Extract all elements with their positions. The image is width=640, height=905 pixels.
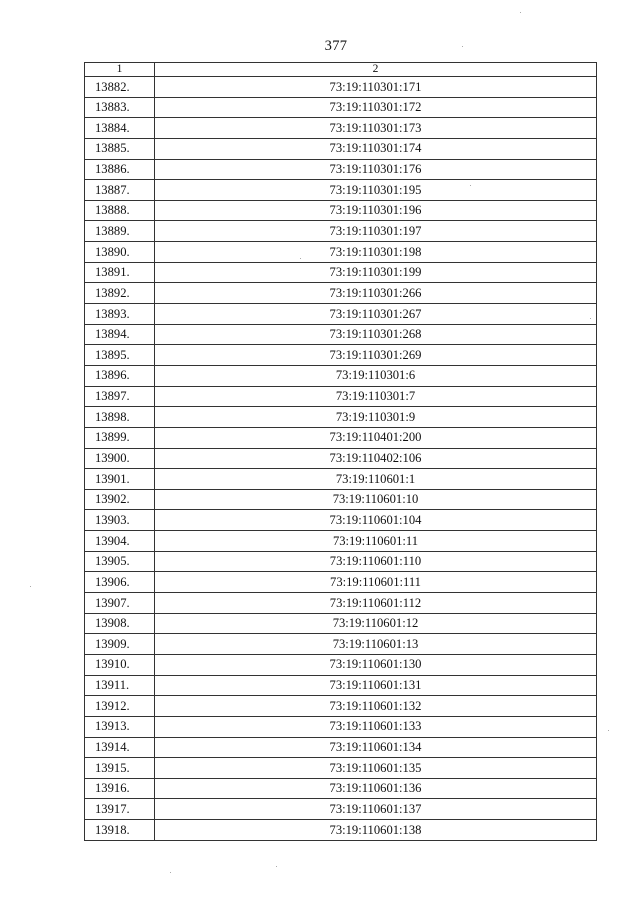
- row-number: 13894.: [85, 324, 155, 345]
- row-number: 13903.: [85, 510, 155, 531]
- cadastral-number: 73:19:110301:197: [155, 221, 597, 242]
- row-number: 13916.: [85, 778, 155, 799]
- cadastral-number: 73:19:110601:112: [155, 593, 597, 614]
- cadastral-number: 73:19:110301:266: [155, 283, 597, 304]
- cadastral-number: 73:19:110301:6: [155, 365, 597, 386]
- table-row: [85, 510, 597, 531]
- row-number: 13907.: [85, 593, 155, 614]
- row-number: 13899.: [85, 427, 155, 448]
- row-number: 13887.: [85, 180, 155, 201]
- cadastral-number: 73:19:110601:110: [155, 551, 597, 572]
- row-number: 13910.: [85, 654, 155, 675]
- cadastral-number: 73:19:110601:13: [155, 634, 597, 655]
- scan-speck: [276, 866, 277, 867]
- table-row: [85, 138, 597, 159]
- row-number: 13891.: [85, 262, 155, 283]
- cadastral-number: 73:19:110601:111: [155, 572, 597, 593]
- row-number: 13904.: [85, 531, 155, 552]
- table-row: [85, 716, 597, 737]
- scan-speck: [462, 46, 463, 47]
- scan-speck: [170, 872, 171, 873]
- table-row: [85, 427, 597, 448]
- row-number: 13884.: [85, 118, 155, 139]
- row-number: 13915.: [85, 758, 155, 779]
- cadastral-number: 73:19:110301:267: [155, 304, 597, 325]
- row-number: 13900.: [85, 448, 155, 469]
- table-row: [85, 242, 597, 263]
- scan-speck: [590, 318, 591, 319]
- cadastral-number: 73:19:110601:136: [155, 778, 597, 799]
- table-row: [85, 799, 597, 820]
- table-row: [85, 654, 597, 675]
- column-header-1: 1: [85, 63, 155, 77]
- row-number: 13917.: [85, 799, 155, 820]
- cadastral-number: 73:19:110301:9: [155, 407, 597, 428]
- table-row: [85, 159, 597, 180]
- table-header-row: [85, 63, 597, 77]
- cadastral-number: 73:19:110301:199: [155, 262, 597, 283]
- cadastral-number: 73:19:110601:138: [155, 820, 597, 841]
- table-row: [85, 593, 597, 614]
- table-row: [85, 97, 597, 118]
- row-number: 13886.: [85, 159, 155, 180]
- cadastral-number: 73:19:110301:173: [155, 118, 597, 139]
- table-row: [85, 820, 597, 841]
- row-number: 13892.: [85, 283, 155, 304]
- cadastral-number: 73:19:110601:104: [155, 510, 597, 531]
- cadastral-number: 73:19:110301:176: [155, 159, 597, 180]
- table-row: [85, 200, 597, 221]
- table-row: [85, 262, 597, 283]
- row-number: 13885.: [85, 138, 155, 159]
- cadastral-number: 73:19:110301:268: [155, 324, 597, 345]
- row-number: 13911.: [85, 675, 155, 696]
- row-number: 13883.: [85, 97, 155, 118]
- row-number: 13895.: [85, 345, 155, 366]
- table-row: [85, 77, 597, 98]
- table-row: [85, 345, 597, 366]
- table-row: [85, 634, 597, 655]
- table-row: [85, 531, 597, 552]
- cadastral-number: 73:19:110601:133: [155, 716, 597, 737]
- cadastral-number: 73:19:110401:200: [155, 427, 597, 448]
- cadastral-number: 73:19:110601:1: [155, 469, 597, 490]
- row-number: 13912.: [85, 696, 155, 717]
- row-number: 13908.: [85, 613, 155, 634]
- cadastral-number: 73:19:110301:198: [155, 242, 597, 263]
- cadastral-number: 73:19:110301:171: [155, 77, 597, 98]
- scan-speck: [300, 258, 301, 259]
- cadastral-number: 73:19:110601:132: [155, 696, 597, 717]
- scan-speck: [608, 730, 609, 731]
- row-number: 13889.: [85, 221, 155, 242]
- cadastral-number: 73:19:110301:269: [155, 345, 597, 366]
- cadastral-number: 73:19:110301:172: [155, 97, 597, 118]
- table-row: [85, 448, 597, 469]
- table-row: [85, 304, 597, 325]
- table-row: [85, 696, 597, 717]
- cadastral-number: 73:19:110301:195: [155, 180, 597, 201]
- table-row: [85, 118, 597, 139]
- scan-speck: [470, 185, 471, 186]
- table-row: [85, 283, 597, 304]
- table-row: [85, 778, 597, 799]
- table-row: [85, 221, 597, 242]
- table-row: [85, 324, 597, 345]
- row-number: 13893.: [85, 304, 155, 325]
- row-number: 13906.: [85, 572, 155, 593]
- cadastral-number: 73:19:110601:12: [155, 613, 597, 634]
- cadastral-number: 73:19:110402:106: [155, 448, 597, 469]
- cadastral-number: 73:19:110301:174: [155, 138, 597, 159]
- row-number: 13902.: [85, 489, 155, 510]
- cadastral-number: 73:19:110601:130: [155, 654, 597, 675]
- cadastral-number: 73:19:110601:135: [155, 758, 597, 779]
- row-number: 13909.: [85, 634, 155, 655]
- scan-speck: [30, 586, 31, 587]
- cadastral-number: 73:19:110301:7: [155, 386, 597, 407]
- page-number: 377: [324, 38, 348, 54]
- row-number: 13918.: [85, 820, 155, 841]
- row-number: 13897.: [85, 386, 155, 407]
- table-body: [85, 77, 597, 841]
- table-row: [85, 737, 597, 758]
- table-row: [85, 551, 597, 572]
- table-row: [85, 675, 597, 696]
- table-row: [85, 613, 597, 634]
- row-number: 13890.: [85, 242, 155, 263]
- table-row: [85, 469, 597, 490]
- row-number: 13898.: [85, 407, 155, 428]
- table-row: [85, 386, 597, 407]
- cadastral-number: 73:19:110601:134: [155, 737, 597, 758]
- cadastral-number: 73:19:110601:10: [155, 489, 597, 510]
- table-row: [85, 180, 597, 201]
- table-row: [85, 758, 597, 779]
- cadastral-number: 73:19:110601:11: [155, 531, 597, 552]
- table-row: [85, 365, 597, 386]
- row-number: 13888.: [85, 200, 155, 221]
- cadastral-number: 73:19:110601:131: [155, 675, 597, 696]
- scan-speck: [520, 12, 521, 13]
- column-header-2: 2: [155, 63, 597, 77]
- cadastral-number: 73:19:110601:137: [155, 799, 597, 820]
- row-number: 13896.: [85, 365, 155, 386]
- row-number: 13905.: [85, 551, 155, 572]
- row-number: 13901.: [85, 469, 155, 490]
- table-row: [85, 572, 597, 593]
- row-number: 13913.: [85, 716, 155, 737]
- row-number: 13882.: [85, 77, 155, 98]
- table-row: [85, 407, 597, 428]
- row-number: 13914.: [85, 737, 155, 758]
- table-row: [85, 489, 597, 510]
- cadastral-table: [84, 62, 597, 841]
- cadastral-number: 73:19:110301:196: [155, 200, 597, 221]
